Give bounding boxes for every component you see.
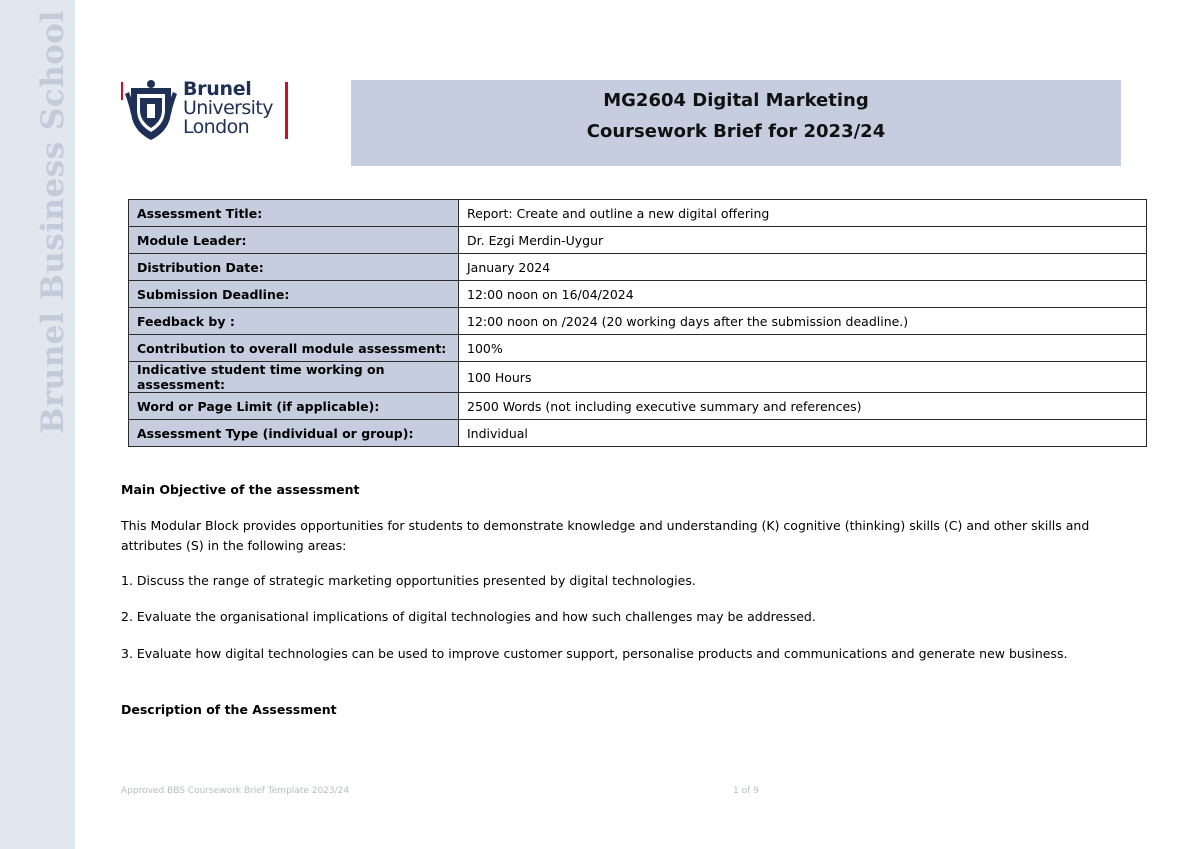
row-label: Contribution to overall module assessment: — [129, 335, 459, 362]
row-label: Word or Page Limit (if applicable): — [129, 393, 459, 420]
assessment-info-table — [128, 199, 1147, 447]
table-row — [129, 362, 1147, 393]
row-label: Feedback by : — [129, 308, 459, 335]
logo-red-bar-left — [121, 82, 123, 100]
logo-wordmark — [183, 80, 273, 137]
document-title: MG2604 Digital Marketing — [603, 90, 869, 111]
row-label: Assessment Title: — [129, 200, 459, 227]
university-logo — [121, 80, 291, 142]
table-row — [129, 420, 1147, 447]
row-value: Dr. Ezgi Merdin-Uygur — [459, 227, 1147, 254]
footer-page-number: 1 of 9 — [733, 786, 759, 796]
table-row — [129, 393, 1147, 420]
objective-item-3: 3. Evaluate how digital technologies can be used to improve customer support, personalise products and communications and generate new business. — [121, 646, 1068, 661]
objective-heading: Main Objective of the assessment — [121, 482, 360, 497]
row-value: 12:00 noon on 16/04/2024 — [459, 281, 1147, 308]
logo-line-brunel: Brunel — [183, 78, 252, 100]
side-band — [0, 0, 75, 849]
table-row — [129, 281, 1147, 308]
table-row — [129, 200, 1147, 227]
intro-paragraph: This Modular Block provides opportunities for students to demonstrate knowledge and understanding (K) cognitive (thinking) skills (C) and other skills and attributes (S) in the following areas: — [121, 518, 1090, 553]
logo-red-bar-right — [285, 82, 288, 139]
row-label: Indicative student time working on assessment: — [129, 362, 459, 393]
row-label: Assessment Type (individual or group): — [129, 420, 459, 447]
row-value: Individual — [459, 420, 1147, 447]
description-heading: Description of the Assessment — [121, 702, 337, 717]
table-row — [129, 254, 1147, 281]
table-row — [129, 335, 1147, 362]
objective-item-1: 1. Discuss the range of strategic marketing opportunities presented by digital technologies. — [121, 573, 696, 588]
logo-line-university: University — [183, 97, 273, 119]
table-row — [129, 308, 1147, 335]
footer-template-note: Approved BBS Coursework Brief Template 2023/24 — [121, 786, 350, 796]
row-label: Module Leader: — [129, 227, 459, 254]
table-row — [129, 227, 1147, 254]
document-subtitle: Coursework Brief for 2023/24 — [586, 121, 886, 142]
logo-line-london: London — [183, 116, 250, 138]
title-box — [351, 80, 1121, 166]
row-label: Distribution Date: — [129, 254, 459, 281]
row-value: January 2024 — [459, 254, 1147, 281]
sidebar-school-name: Brunel Business School — [35, 10, 71, 434]
row-label: Submission Deadline: — [129, 281, 459, 308]
objective-item-2: 2. Evaluate the organisational implications of digital technologies and how such challenges may be addressed. — [121, 609, 816, 624]
row-value: 100 Hours — [459, 362, 1147, 393]
row-value: 100% — [459, 335, 1147, 362]
crest-icon — [125, 80, 177, 146]
row-value: 2500 Words (not including executive summary and references) — [459, 393, 1147, 420]
row-value: Report: Create and outline a new digital offering — [459, 200, 1147, 227]
row-value: 12:00 noon on /2024 (20 working days after the submission deadline.) — [459, 308, 1147, 335]
